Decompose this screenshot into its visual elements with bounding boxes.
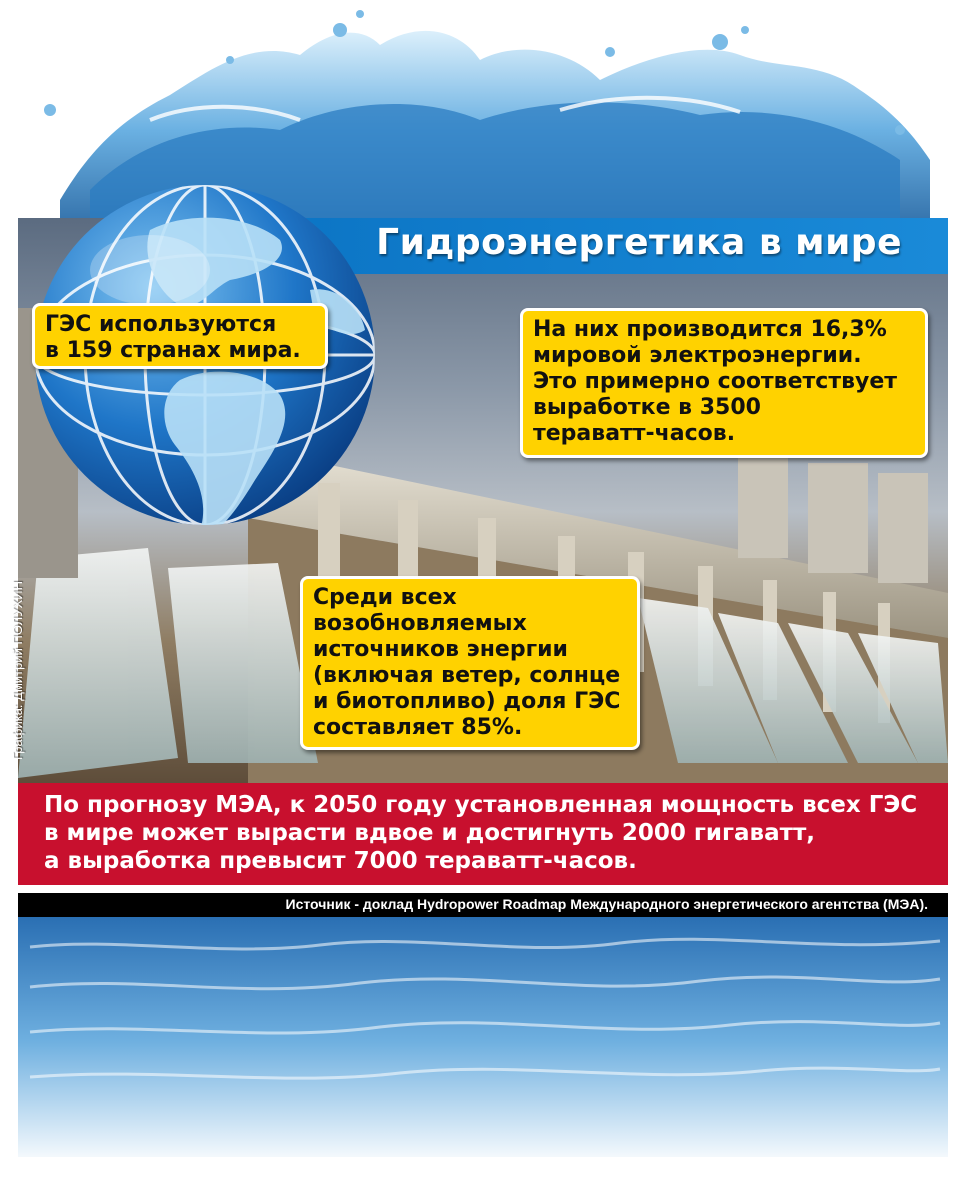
callout-share-line: тераватт-часов. <box>533 421 736 446</box>
callout-countries-line: ГЭС используются <box>45 312 277 337</box>
callout-renewables-line: составляет 85%. <box>313 715 523 740</box>
callout-renewables <box>300 576 640 750</box>
forecast-text <box>44 791 917 875</box>
source-text: Источник - доклад Hydropower Roadmap Международного энергетического агентства (МЭА). <box>285 896 928 912</box>
callout-share-line: мировой электроэнергии. <box>533 343 862 368</box>
water-reflection <box>0 917 960 1192</box>
forecast-line: в мире может вырасти вдвое и достигнуть 2000 гигаватт, <box>44 820 816 846</box>
callout-share-line: На них производится 16,3% <box>533 317 887 342</box>
callout-countries <box>32 303 328 369</box>
callout-renewables-line: (включая ветер, солнце <box>313 663 621 688</box>
callout-renewables-line: и биотопливо) доля ГЭС <box>313 689 621 714</box>
callout-renewables-line: возобновляемых <box>313 611 527 636</box>
graphic-credit: Графика: Дмитрий ПОЛУХИН <box>10 581 25 760</box>
callout-countries-line: в 159 странах мира. <box>45 338 301 363</box>
callout-share-line: Это примерно соответствует <box>533 369 897 394</box>
callout-share <box>520 308 928 458</box>
callout-renewables-line: Среди всех <box>313 585 457 610</box>
callout-renewables-line: источников энергии <box>313 637 568 662</box>
forecast-line: а выработка превысит 7000 тераватт-часов. <box>44 848 637 874</box>
callout-share-line: выработке в 3500 <box>533 395 761 420</box>
page-title: Гидроэнергетика в мире <box>376 222 902 263</box>
forecast-line: По прогнозу МЭА, к 2050 году установленная мощность всех ГЭС <box>44 792 918 818</box>
source-band <box>18 893 948 917</box>
forecast-band <box>18 783 948 885</box>
